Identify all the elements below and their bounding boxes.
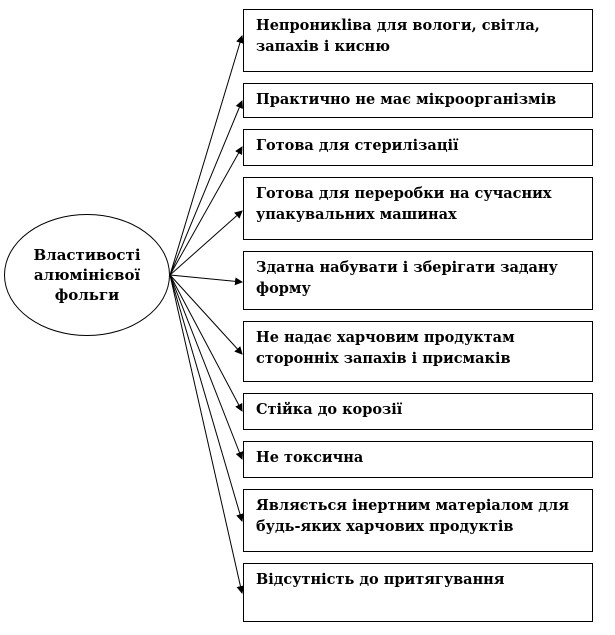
property-box-no-odors: [243, 321, 593, 382]
property-label: Готова для стерилізації: [256, 137, 459, 154]
arrow-to-b7: [170, 275, 242, 459]
arrow-to-b2: [170, 147, 242, 275]
property-box-shape-retention: [243, 251, 593, 310]
property-box-microorganisms: [243, 83, 593, 118]
property-box-moisture-barrier: [243, 9, 593, 72]
arrow-to-b8: [170, 275, 242, 521]
arrow-to-b4: [170, 275, 242, 282]
property-box-non-toxic: [243, 441, 593, 478]
arrow-to-b3: [170, 211, 242, 275]
arrow-to-b6: [170, 275, 242, 411]
property-box-inert: [243, 489, 593, 552]
arrow-to-b1: [170, 101, 242, 275]
property-label: Готова для переробки на сучасних упакувальних машинах: [256, 185, 552, 223]
center-node: [4, 214, 170, 336]
arrow-to-b9: [170, 275, 242, 593]
arrow-to-b0: [170, 36, 242, 275]
center-line-2: алюмінієвої: [33, 266, 141, 284]
property-label: Відсутність до притягування: [256, 571, 505, 588]
property-label: Практично не має мікроорганізмів: [256, 91, 557, 108]
property-box-sterilization: [243, 129, 593, 166]
property-box-no-attraction: [243, 563, 593, 622]
property-box-corrosion: [243, 393, 593, 430]
property-label: Непроникliва для вологи, світла, запахів і кисню: [256, 17, 540, 55]
property-label: Являється інертним матеріалом для будь-яких харчових продуктів: [256, 497, 569, 535]
property-label: Не надає харчовим продуктам сторонніх запахів і присмаків: [256, 329, 515, 367]
center-line-3: фольги: [54, 286, 120, 304]
property-box-packaging-machines: [243, 177, 593, 240]
property-label: Не токсична: [256, 449, 364, 466]
property-label: Стійка до корозії: [256, 401, 403, 418]
property-label: Здатна набувати і зберігати задану форму: [256, 259, 558, 297]
center-line-1: Властивості: [33, 246, 141, 264]
